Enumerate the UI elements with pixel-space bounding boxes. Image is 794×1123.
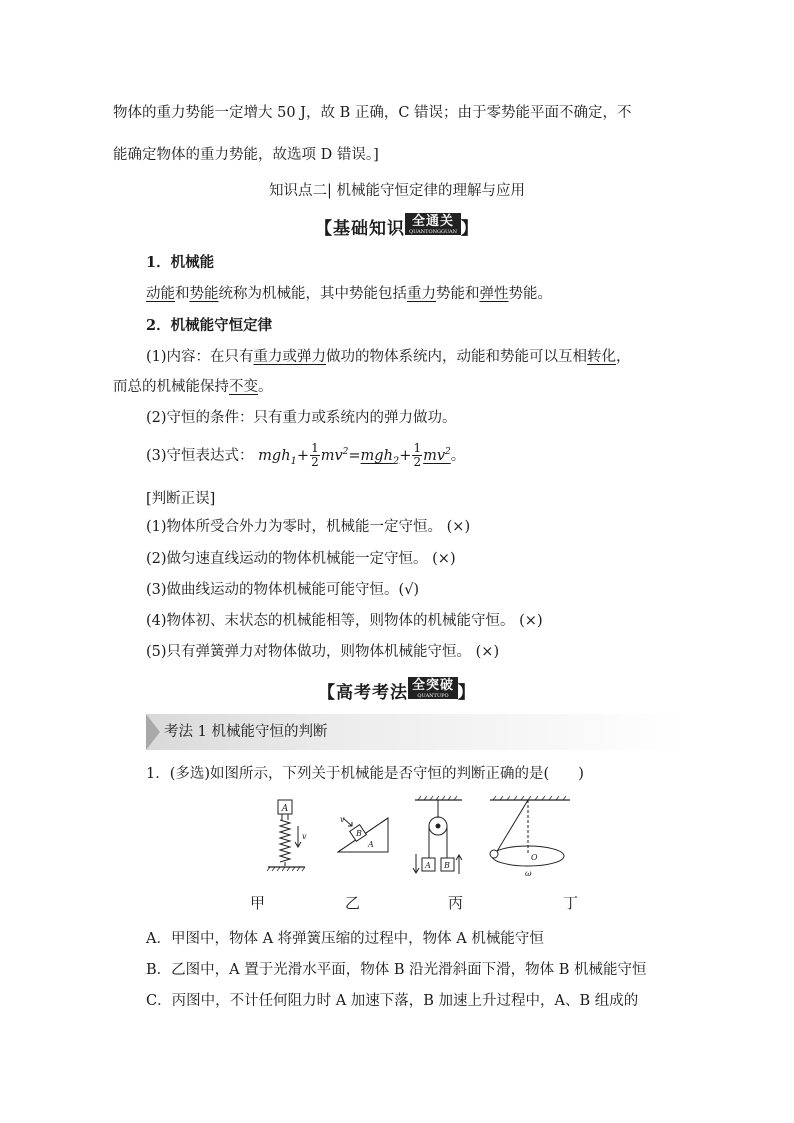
section-title: 知识点二| 机械能守恒定律的理解与应用 — [269, 183, 525, 199]
method-header — [146, 714, 686, 750]
svg-text:v: v — [340, 815, 345, 824]
expression-line: (3)守恒表达式： mgh$_1$+ $\frac{1}{2}$ $mv^2=mgh_2+$ $\frac{1}{2}$ $mv^2$。 — [146, 441, 466, 470]
judge-item: (2)做匀速直线运动的物体机械能一定守恒。 (×) — [146, 551, 456, 567]
svg-text:ω: ω — [525, 869, 532, 878]
svg-text:B: B — [356, 829, 362, 838]
diagram-jia — [267, 800, 307, 871]
svg-text:v: v — [302, 832, 307, 841]
content-line: 而总的机械能保持不变。 — [113, 379, 273, 395]
banner-basic-knowledge: 【基础知识 全通关 QUANTONGGUAN 】 — [315, 214, 479, 239]
diagram-ding — [490, 796, 570, 878]
figure-label: 丁 — [563, 894, 579, 912]
condition-line: (2)守恒的条件：只有重力或系统内的弹力做功。 — [146, 410, 457, 426]
option-a: A．甲图中，物体 A 将弹簧压缩的过程中，物体 A 机械能守恒 — [146, 931, 544, 947]
svg-text:A: A — [368, 840, 374, 849]
judge-item: (1)物体所受合外力为零时，机械能一定守恒。 (×) — [146, 519, 471, 535]
option-c: C．丙图中，不计任何阻力时 A 加速下落，B 加速上升过程中，A、B 组成的 — [146, 993, 639, 1009]
figure-label: 乙 — [345, 894, 361, 912]
paragraph-line: 能确定物体的重力势能，故选项 D 错误。] — [113, 147, 379, 163]
banner-tag: 全通关 QUANTONGGUAN — [405, 213, 461, 235]
content-line: (1)内容：在只有重力或弹力做功的物体系统内，动能和势能可以互相转化， — [146, 349, 631, 365]
paragraph-line: 物体的重力势能一定增大 50 J，故 B 正确，C 错误；由于零势能平面不确定，不 — [113, 105, 632, 121]
item-title: 2．机械能守恒定律 — [146, 317, 273, 334]
banner-exam-methods: 【高考考法 全突破 QUANTUPO 】 — [317, 678, 476, 703]
figure-four-diagrams — [250, 790, 590, 890]
banner-text: 【基础知识 — [315, 219, 405, 239]
question-stem: 1．(多选)如图所示，下列关于机械能是否守恒的判断正确的是( ) — [146, 766, 584, 782]
option-b: B．乙图中，A 置于光滑水平面，物体 B 沿光滑斜面下滑，物体 B 机械能守恒 — [146, 962, 647, 978]
diagram-yi — [338, 815, 388, 852]
arrow-icon — [146, 714, 160, 750]
judge-item: (3)做曲线运动的物体机械能可能守恒。(√) — [146, 582, 420, 598]
figure-label: 丙 — [448, 894, 464, 912]
method-header-text: 考法 1 机械能守恒的判断 — [164, 724, 328, 740]
item-title: 1．机械能 — [146, 254, 215, 271]
judge-title: [判断正误] — [146, 491, 216, 507]
figure-label: 甲 — [250, 894, 266, 912]
item-body: 动能和势能统称为机械能，其中势能包括重力势能和弹性势能。 — [146, 286, 552, 302]
svg-text:A: A — [281, 804, 289, 814]
banner-tag: 全突破 QUANTUPO — [408, 677, 458, 699]
svg-text:B: B — [444, 861, 450, 870]
svg-text:A: A — [425, 861, 431, 870]
judge-item: (5)只有弹簧弹力对物体做功，则物体机械能守恒。 (×) — [146, 644, 500, 660]
diagram-bing — [413, 796, 462, 874]
svg-text:O: O — [531, 853, 538, 862]
judge-item: (4)物体初、末状态的机械能相等，则物体的机械能守恒。 (×) — [146, 613, 543, 629]
